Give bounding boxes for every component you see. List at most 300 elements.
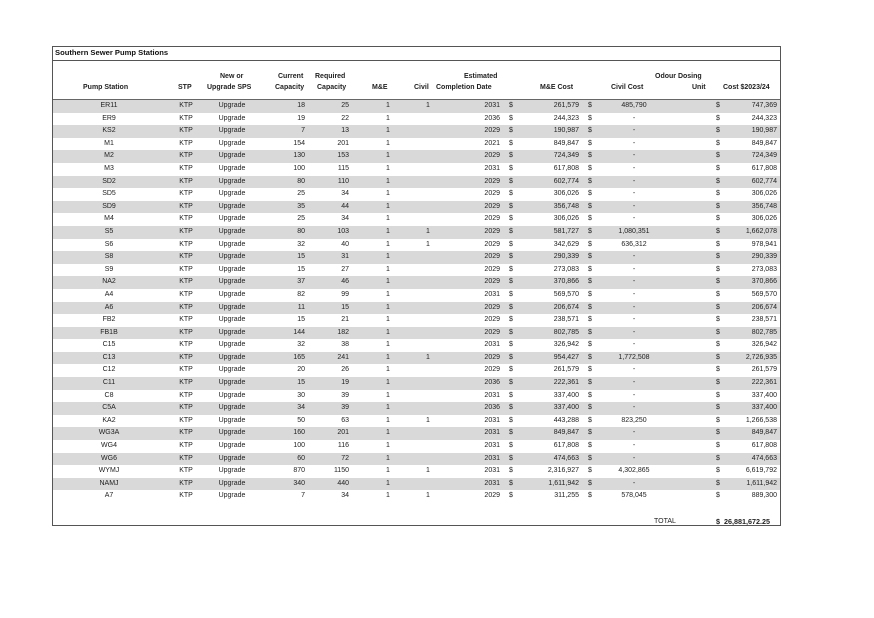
- cell-me-cost-currency: $: [509, 328, 513, 336]
- cell-cost: 290,339: [751, 253, 777, 261]
- cell-required: 182: [337, 328, 349, 336]
- cell-cost-currency: $: [716, 290, 720, 298]
- cell-completion-date: 2031: [484, 290, 500, 298]
- cell-completion-date: 2029: [484, 202, 500, 210]
- cell-cost: 474,663: [751, 454, 777, 462]
- cell-completion-date: 2029: [484, 240, 500, 248]
- table-body: [53, 99, 780, 503]
- cell-current: 34: [297, 404, 305, 412]
- cell-pump-station: S5: [104, 227, 114, 235]
- cell-upgrade-type: Upgrade: [218, 278, 246, 286]
- sheet-title: Southern Sewer Pump Stations: [55, 48, 169, 57]
- cell-me-cost: 617,808: [553, 164, 579, 172]
- cell-me-cost-currency: $: [509, 152, 513, 160]
- cell-current: 32: [297, 341, 305, 349]
- cell-required: 44: [341, 202, 349, 210]
- header-current-line2: Capacity: [275, 84, 305, 91]
- cell-civil-cost: -: [632, 139, 636, 147]
- cell-me-cost-currency: $: [509, 467, 513, 475]
- cell-me: 1: [386, 366, 390, 374]
- cell-me: 1: [386, 467, 390, 475]
- cell-cost: 273,083: [751, 265, 777, 273]
- cell-me: 1: [386, 429, 390, 437]
- cell-cost-currency: $: [716, 341, 720, 349]
- cell-civil: 1: [426, 416, 430, 424]
- table-row: [53, 478, 780, 491]
- cell-required: 46: [341, 278, 349, 286]
- cell-me-cost: 244,323: [553, 114, 579, 122]
- table-row: [53, 163, 780, 176]
- cell-current: 340: [293, 479, 305, 487]
- cell-me-cost: 581,727: [553, 227, 579, 235]
- cell-cost: 617,808: [751, 442, 777, 450]
- cell-me: 1: [386, 240, 390, 248]
- cell-upgrade-type: Upgrade: [218, 467, 246, 475]
- total-value: 26,881,672.25: [724, 517, 770, 526]
- cell-current: 19: [297, 114, 305, 122]
- cell-cost: 356,748: [751, 202, 777, 210]
- cell-civil-cost: -: [632, 479, 636, 487]
- cell-me-cost: 2,316,927: [547, 467, 579, 475]
- cell-upgrade-type: Upgrade: [218, 253, 246, 261]
- cell-cost-currency: $: [716, 391, 720, 399]
- cell-me: 1: [386, 492, 390, 500]
- cell-pump-station: C13: [102, 353, 116, 361]
- cell-cost: 326,942: [751, 341, 777, 349]
- cell-me-cost: 311,255: [554, 492, 579, 500]
- cell-civil-cost-currency: $: [588, 467, 592, 475]
- table-row: [53, 226, 780, 239]
- cell-stp: KTP: [179, 366, 193, 374]
- cell-civil-cost-currency: $: [588, 102, 592, 109]
- cell-completion-date: 2029: [484, 278, 500, 286]
- cell-civil-cost: 636,312: [621, 240, 647, 248]
- cell-civil-cost: -: [632, 454, 636, 462]
- cell-civil-cost-currency: $: [588, 253, 592, 261]
- cell-me-cost-currency: $: [509, 253, 513, 261]
- cell-upgrade-type: Upgrade: [218, 328, 246, 336]
- cell-me-cost-currency: $: [509, 290, 513, 298]
- cell-me-cost: 617,808: [553, 442, 579, 450]
- cell-me: 1: [386, 303, 390, 311]
- cell-me: 1: [386, 253, 390, 261]
- cell-stp: KTP: [179, 303, 193, 311]
- cell-required: 15: [341, 303, 349, 311]
- cell-cost: 1,611,942: [746, 479, 777, 487]
- cell-upgrade-type: Upgrade: [218, 202, 246, 210]
- table-row: [53, 239, 780, 252]
- cell-me-cost: 290,339: [553, 253, 579, 261]
- table-row: [53, 453, 780, 466]
- cell-completion-date: 2031: [484, 102, 500, 109]
- cell-current: 80: [297, 177, 305, 185]
- cell-upgrade-type: Upgrade: [218, 164, 246, 172]
- cell-cost-currency: $: [716, 278, 720, 286]
- cell-current: 130: [293, 152, 305, 160]
- cell-pump-station: FB1B: [100, 328, 118, 336]
- cell-me-cost: 306,026: [553, 215, 579, 223]
- cell-me-cost-currency: $: [509, 240, 513, 248]
- cell-completion-date: 2029: [484, 328, 500, 336]
- cell-stp: KTP: [179, 341, 193, 349]
- cell-civil-cost-currency: $: [588, 316, 592, 324]
- cell-civil: 1: [426, 240, 430, 248]
- cell-me-cost-currency: $: [509, 190, 513, 198]
- cell-current: 15: [297, 316, 305, 324]
- cell-pump-station: NA2: [102, 278, 116, 286]
- cell-completion-date: 2029: [484, 253, 500, 261]
- cell-cost-currency: $: [716, 416, 720, 424]
- cell-upgrade-type: Upgrade: [218, 366, 246, 374]
- cell-upgrade-type: Upgrade: [218, 353, 246, 361]
- cell-cost-currency: $: [716, 227, 720, 235]
- cell-current: 20: [297, 366, 305, 374]
- header-civil: Civil: [414, 84, 429, 91]
- cell-pump-station: C12: [102, 366, 116, 374]
- cell-upgrade-type: Upgrade: [218, 316, 246, 324]
- cell-civil: 1: [426, 102, 430, 109]
- table-row: [53, 377, 780, 390]
- cell-completion-date: 2031: [484, 341, 500, 349]
- cell-upgrade-type: Upgrade: [218, 442, 246, 450]
- cell-civil-cost-currency: $: [588, 328, 592, 336]
- cell-civil-cost: -: [632, 164, 636, 172]
- cell-completion-date: 2031: [484, 391, 500, 399]
- cell-cost-currency: $: [716, 202, 720, 210]
- cell-cost-currency: $: [716, 253, 720, 261]
- cell-completion-date: 2029: [484, 190, 500, 198]
- cell-stp: KTP: [179, 202, 193, 210]
- cell-civil-cost: 1,080,351: [618, 227, 650, 235]
- cell-civil-cost: -: [632, 404, 636, 412]
- cell-me-cost: 569,570: [553, 290, 579, 298]
- cell-civil-cost-currency: $: [588, 215, 592, 223]
- cell-me: 1: [386, 202, 390, 210]
- cell-me: 1: [386, 164, 390, 172]
- cell-required: 201: [337, 429, 349, 437]
- cell-civil-cost-currency: $: [588, 114, 592, 122]
- cell-me-cost-currency: $: [509, 379, 513, 387]
- table-row: [53, 138, 780, 151]
- cell-current: 160: [293, 429, 305, 437]
- cell-completion-date: 2029: [484, 492, 500, 500]
- cell-current: 100: [293, 164, 305, 172]
- cell-completion-date: 2029: [484, 177, 500, 185]
- cell-stp: KTP: [179, 227, 193, 235]
- cell-pump-station: C11: [102, 379, 116, 387]
- cell-civil-cost-currency: $: [588, 127, 592, 135]
- cell-required: 241: [337, 353, 349, 361]
- cell-me-cost: 326,942: [553, 341, 579, 349]
- cell-pump-station: WYMJ: [98, 467, 120, 475]
- cell-required: 63: [341, 416, 349, 424]
- cell-required: 440: [337, 479, 349, 487]
- cell-current: 30: [297, 391, 305, 399]
- cell-me-cost-currency: $: [509, 341, 513, 349]
- cell-cost: 306,026: [751, 215, 777, 223]
- cell-required: 38: [341, 341, 349, 349]
- cell-current: 15: [297, 253, 305, 261]
- header-me-cost: M&E Cost: [540, 84, 574, 91]
- cell-me-cost-currency: $: [509, 127, 513, 135]
- cell-current: 25: [297, 190, 305, 198]
- cell-me-cost: 356,748: [553, 202, 579, 210]
- cell-upgrade-type: Upgrade: [218, 454, 246, 462]
- cell-completion-date: 2036: [484, 114, 500, 122]
- cell-me-cost-currency: $: [509, 391, 513, 399]
- cell-required: 26: [341, 366, 349, 374]
- cell-completion-date: 2029: [484, 316, 500, 324]
- cell-civil-cost-currency: $: [588, 479, 592, 487]
- table-row: [53, 150, 780, 163]
- cell-pump-station: ER11: [100, 102, 118, 109]
- cell-me-cost: 849,847: [553, 139, 579, 147]
- table-row: [53, 314, 780, 327]
- table-row: [53, 201, 780, 214]
- cell-pump-station: C15: [102, 341, 116, 349]
- cell-me: 1: [386, 139, 390, 147]
- cell-civil-cost-currency: $: [588, 341, 592, 349]
- cell-civil-cost-currency: $: [588, 492, 592, 500]
- cell-upgrade-type: Upgrade: [218, 227, 246, 235]
- cell-cost-currency: $: [716, 215, 720, 223]
- header-estimated-line1: Estimated: [464, 73, 498, 80]
- table-row: [53, 113, 780, 126]
- cell-required: 115: [337, 164, 349, 172]
- cell-me-cost-currency: $: [509, 366, 513, 374]
- cell-upgrade-type: Upgrade: [218, 102, 246, 109]
- cell-me-cost-currency: $: [509, 454, 513, 462]
- cell-cost: 1,266,538: [745, 416, 777, 424]
- cell-stp: KTP: [179, 114, 193, 122]
- cell-me: 1: [386, 416, 390, 424]
- cell-current: 80: [297, 227, 305, 235]
- cell-cost: 802,785: [751, 328, 777, 336]
- cell-civil-cost-currency: $: [588, 454, 592, 462]
- cell-pump-station: ER9: [102, 114, 116, 122]
- cell-upgrade-type: Upgrade: [218, 479, 246, 487]
- cell-me-cost: 206,674: [553, 303, 579, 311]
- cell-pump-station: WG3A: [98, 429, 120, 437]
- cell-pump-station: SD2: [102, 177, 116, 185]
- cell-civil: 1: [426, 492, 430, 500]
- cell-required: 39: [341, 391, 349, 399]
- cell-me-cost-currency: $: [509, 102, 513, 109]
- cell-pump-station: WG6: [101, 454, 117, 462]
- cell-cost-currency: $: [716, 492, 720, 500]
- cell-required: 103: [337, 227, 349, 235]
- cell-cost-currency: $: [716, 404, 720, 412]
- cell-me-cost: 222,361: [553, 379, 579, 387]
- cell-cost-currency: $: [716, 353, 720, 361]
- cell-completion-date: 2031: [484, 479, 500, 487]
- cell-current: 100: [293, 442, 305, 450]
- cell-me-cost-currency: $: [509, 416, 513, 424]
- cell-stp: KTP: [179, 177, 193, 185]
- cell-completion-date: 2029: [484, 366, 500, 374]
- cell-me-cost: 602,774: [553, 177, 579, 185]
- cell-current: 7: [301, 127, 305, 135]
- cell-civil-cost-currency: $: [588, 379, 592, 387]
- cell-cost: 306,026: [751, 190, 777, 198]
- cell-me: 1: [386, 127, 390, 135]
- cell-civil-cost: -: [632, 391, 636, 399]
- cell-required: 31: [341, 253, 349, 261]
- cell-pump-station: SD5: [102, 190, 116, 198]
- cell-pump-station: C8: [104, 391, 114, 399]
- cell-upgrade-type: Upgrade: [218, 240, 246, 248]
- header-current-line1: Current: [278, 73, 304, 80]
- cell-civil-cost: 823,250: [621, 416, 647, 424]
- cell-civil-cost-currency: $: [588, 416, 592, 424]
- table-row: [53, 352, 780, 365]
- cell-civil-cost: -: [632, 290, 636, 298]
- cell-pump-station: S9: [104, 265, 114, 273]
- cell-stp: KTP: [179, 240, 193, 248]
- cell-cost: 190,987: [751, 127, 777, 135]
- cell-me-cost-currency: $: [509, 316, 513, 324]
- cell-me-cost: 306,026: [553, 190, 579, 198]
- header-new-or-line1: New or: [220, 73, 244, 80]
- cell-me-cost-currency: $: [509, 164, 513, 172]
- cell-current: 144: [293, 328, 305, 336]
- cell-current: 37: [297, 278, 305, 286]
- cell-civil-cost: -: [632, 442, 636, 450]
- cell-me: 1: [386, 479, 390, 487]
- cell-civil-cost-currency: $: [588, 177, 592, 185]
- cell-pump-station: M2: [104, 152, 114, 160]
- cell-required: 34: [341, 215, 349, 223]
- total-currency: $: [716, 517, 720, 526]
- cell-required: 22: [341, 114, 349, 122]
- cell-civil-cost: -: [632, 253, 636, 261]
- cell-me-cost: 261,579: [553, 102, 579, 109]
- cell-cost: 724,349: [751, 152, 777, 160]
- cell-cost: 244,323: [751, 114, 777, 122]
- cell-civil-cost: -: [632, 303, 636, 311]
- cell-me-cost-currency: $: [509, 303, 513, 311]
- cell-current: 35: [297, 202, 305, 210]
- cell-upgrade-type: Upgrade: [218, 416, 246, 424]
- cell-civil-cost-currency: $: [588, 353, 592, 361]
- cell-me-cost: 802,785: [553, 328, 579, 336]
- cell-me-cost-currency: $: [509, 429, 513, 437]
- cell-cost-currency: $: [716, 114, 720, 122]
- cell-cost-currency: $: [716, 240, 720, 248]
- cell-required: 34: [341, 492, 349, 500]
- cell-completion-date: 2031: [484, 429, 500, 437]
- cell-cost: 978,941: [751, 240, 777, 248]
- cell-required: 1150: [333, 467, 349, 475]
- cell-required: 99: [341, 290, 349, 298]
- cell-cost: 6,619,792: [745, 467, 777, 475]
- cell-me-cost-currency: $: [509, 479, 513, 487]
- cell-required: 34: [341, 190, 349, 198]
- cell-stp: KTP: [179, 139, 193, 147]
- cell-me-cost: 1,611,942: [548, 479, 579, 487]
- cell-me: 1: [386, 265, 390, 273]
- cell-me-cost: 238,571: [553, 316, 579, 324]
- cell-civil-cost: -: [632, 429, 636, 437]
- cell-me: 1: [386, 353, 390, 361]
- cell-civil-cost: -: [632, 152, 636, 160]
- cell-civil: 1: [426, 353, 430, 361]
- cell-me-cost-currency: $: [509, 114, 513, 122]
- cell-stp: KTP: [179, 416, 193, 424]
- cell-pump-station: A4: [104, 290, 114, 298]
- cell-me-cost-currency: $: [509, 177, 513, 185]
- spreadsheet-table: [52, 46, 781, 526]
- title-divider: [53, 60, 780, 61]
- cell-cost: 1,662,078: [745, 227, 777, 235]
- cell-stp: KTP: [179, 442, 193, 450]
- table-row: [53, 402, 780, 415]
- cell-me-cost: 273,083: [553, 265, 579, 273]
- cell-me-cost: 954,427: [553, 353, 579, 361]
- cell-cost-currency: $: [716, 102, 720, 109]
- cell-current: 870: [293, 467, 305, 475]
- cell-civil-cost: -: [632, 265, 636, 273]
- cell-me: 1: [386, 454, 390, 462]
- cell-me: 1: [386, 328, 390, 336]
- table-row: [53, 490, 780, 503]
- cell-pump-station: S8: [104, 253, 114, 261]
- table-row: [53, 440, 780, 453]
- cell-pump-station: M1: [104, 139, 114, 147]
- cell-current: 15: [297, 265, 305, 273]
- cell-me-cost: 849,847: [553, 429, 579, 437]
- cell-cost-currency: $: [716, 139, 720, 147]
- cell-current: 60: [297, 454, 305, 462]
- cell-civil-cost: -: [632, 366, 636, 374]
- cell-civil-cost-currency: $: [588, 278, 592, 286]
- cell-me-cost-currency: $: [509, 442, 513, 450]
- cell-me-cost: 724,349: [553, 152, 579, 160]
- cell-civil-cost: -: [632, 316, 636, 324]
- cell-stp: KTP: [179, 328, 193, 336]
- cell-civil-cost-currency: $: [588, 227, 592, 235]
- cell-stp: KTP: [179, 102, 193, 109]
- cell-pump-station: S6: [104, 240, 114, 248]
- table-row: [53, 289, 780, 302]
- cell-cost: 370,866: [751, 278, 777, 286]
- cell-me: 1: [386, 114, 390, 122]
- cell-cost-currency: $: [716, 177, 720, 185]
- cell-cost: 849,847: [751, 139, 777, 147]
- cell-cost-currency: $: [716, 127, 720, 135]
- cell-civil-cost: 1,772,508: [618, 353, 650, 361]
- cell-required: 72: [341, 454, 349, 462]
- header-cost: Cost $2023/24: [723, 84, 770, 91]
- cell-stp: KTP: [179, 278, 193, 286]
- cell-pump-station: A6: [104, 303, 114, 311]
- cell-civil-cost: 4,302,865: [618, 467, 650, 475]
- cell-cost-currency: $: [716, 164, 720, 172]
- cell-pump-station: FB2: [102, 316, 116, 324]
- total-label: TOTAL: [654, 518, 676, 525]
- cell-me: 1: [386, 102, 390, 109]
- cell-cost-currency: $: [716, 379, 720, 387]
- cell-cost-currency: $: [716, 152, 720, 160]
- cell-completion-date: 2031: [484, 467, 500, 475]
- cell-upgrade-type: Upgrade: [218, 290, 246, 298]
- cell-cost: 337,400: [751, 404, 777, 412]
- cell-stp: KTP: [179, 467, 193, 475]
- cell-upgrade-type: Upgrade: [218, 215, 246, 223]
- cell-stp: KTP: [179, 253, 193, 261]
- cell-civil-cost: -: [632, 278, 636, 286]
- table-row: [53, 364, 780, 377]
